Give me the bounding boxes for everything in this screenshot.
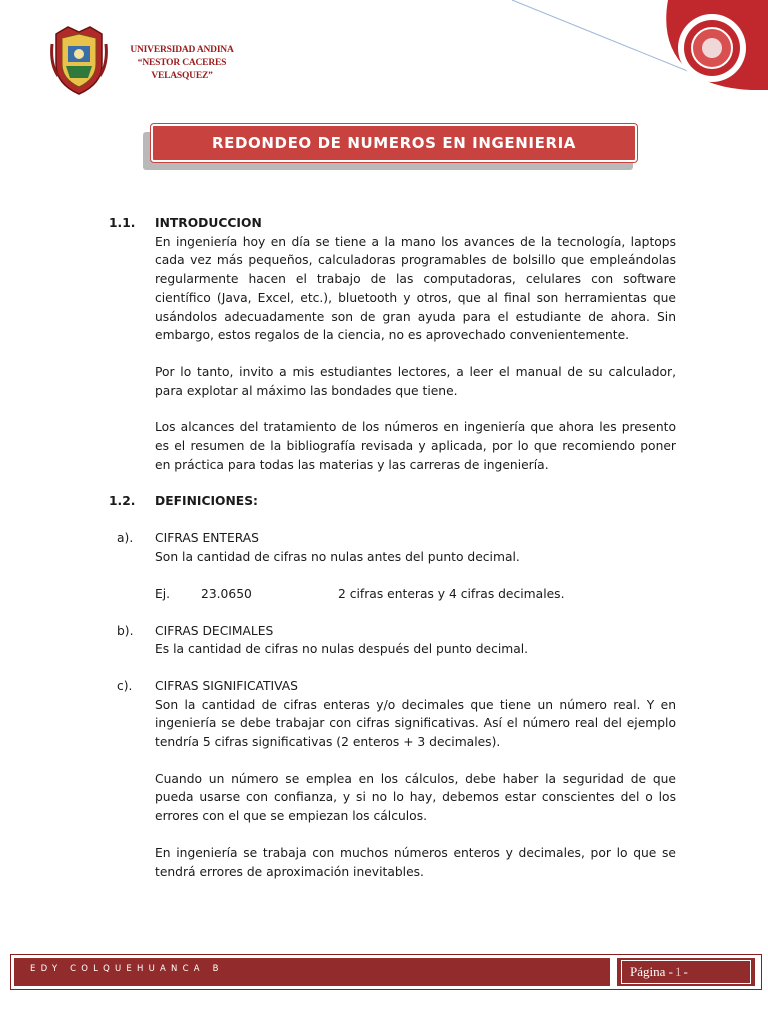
page-number: 1 xyxy=(674,964,682,979)
university-name-line2: “NESTOR CACERES VELASQUEZ” xyxy=(137,58,227,81)
page-indicator xyxy=(621,960,751,984)
section-introduccion xyxy=(0,214,768,474)
paragraph: Por lo tanto, invito a mis estudiantes lectores, a leer el manual de su calculador, para explotar al máximo las bondades que tiene. xyxy=(155,364,676,398)
section-definiciones xyxy=(0,492,768,511)
section-heading: INTRODUCCION xyxy=(155,216,262,230)
corner-emblem-logo xyxy=(500,0,768,90)
paragraph: Los alcances del tratamiento de los números en ingeniería que ahora les presento es el resumen de la bibliografía revisada y aplicada, por lo que recomiendo poner en práctica para todas las materias y las carreras de ingeniería. xyxy=(155,420,676,472)
definition-cifras-enteras xyxy=(0,529,768,603)
title-banner xyxy=(151,124,637,162)
definition-text: Son la cantidad de cifras no nulas antes del punto decimal. xyxy=(155,549,520,564)
example-value: 23.0650 xyxy=(201,586,252,601)
definition-text: Es la cantidad de cifras no nulas después del punto decimal. xyxy=(155,642,529,657)
university-name-line1: UNIVERSIDAD ANDINA xyxy=(130,45,234,55)
definition-letter: c). xyxy=(117,678,133,693)
definition-cifras-significativas xyxy=(0,677,768,881)
paragraph: En ingeniería se trabaja con muchos números enteros y decimales, por lo que se tendrá errores de aproximación inevitables. xyxy=(155,845,676,879)
page-label: Página - xyxy=(630,964,673,979)
page-suffix: - xyxy=(683,964,688,979)
university-name xyxy=(112,44,252,83)
document-body xyxy=(0,214,768,881)
footer-author: EDY COLQUEHUANCA B xyxy=(14,958,610,986)
example-description: 2 cifras enteras y 4 cifras decimales. xyxy=(338,586,565,601)
footer-page-box xyxy=(617,958,755,986)
section-heading: DEFINICIONES: xyxy=(155,494,258,509)
example-label: Ej. xyxy=(155,586,171,601)
definition-title: CIFRAS DECIMALES xyxy=(155,623,274,638)
paragraph: En ingeniería hoy en día se tiene a la mano los avances de la tecnología, laptops cada vez más pequeños, calculadoras programables de bolsillo que empleándolas regularmente hacen el trabajo de las computadoras, celulares con software científico (Java, Excel, etc.), bluetooth y otros, que al final son herramientas que usándolos adecuadamente son de gran ayuda para el estudiante de ahora. Sin embargo, estos regalos de la ciencia, no es aprovechado convenientemente. xyxy=(155,234,676,343)
definition-title: CIFRAS ENTERAS xyxy=(155,531,259,546)
definition-letter: b). xyxy=(117,623,134,638)
university-seal-logo xyxy=(50,24,108,96)
definition-title: CIFRAS SIGNIFICATIVAS xyxy=(155,678,298,693)
definition-letter: a). xyxy=(117,531,134,546)
section-number: 1.1. xyxy=(109,216,136,230)
example-row xyxy=(155,585,768,604)
section-number: 1.2. xyxy=(109,494,136,509)
document-title: REDONDEO DE NUMEROS EN INGENIERIA xyxy=(211,134,577,152)
definition-cifras-decimales xyxy=(0,622,768,659)
paragraph: Son la cantidad de cifras enteras y/o decimales que tiene un número real. Y en ingeniería se debe trabajar con cifras significativas. Así el número real del ejemplo tendría 5 cifras significativas (2 enteros + 3 decimales). xyxy=(155,697,676,750)
paragraph: Cuando un número se emplea en los cálculos, debe haber la seguridad de que pueda usarse con confianza, y si no lo hay, debemos estar conscientes del o los errores con el que se empiezan los cálculos. xyxy=(155,771,676,824)
